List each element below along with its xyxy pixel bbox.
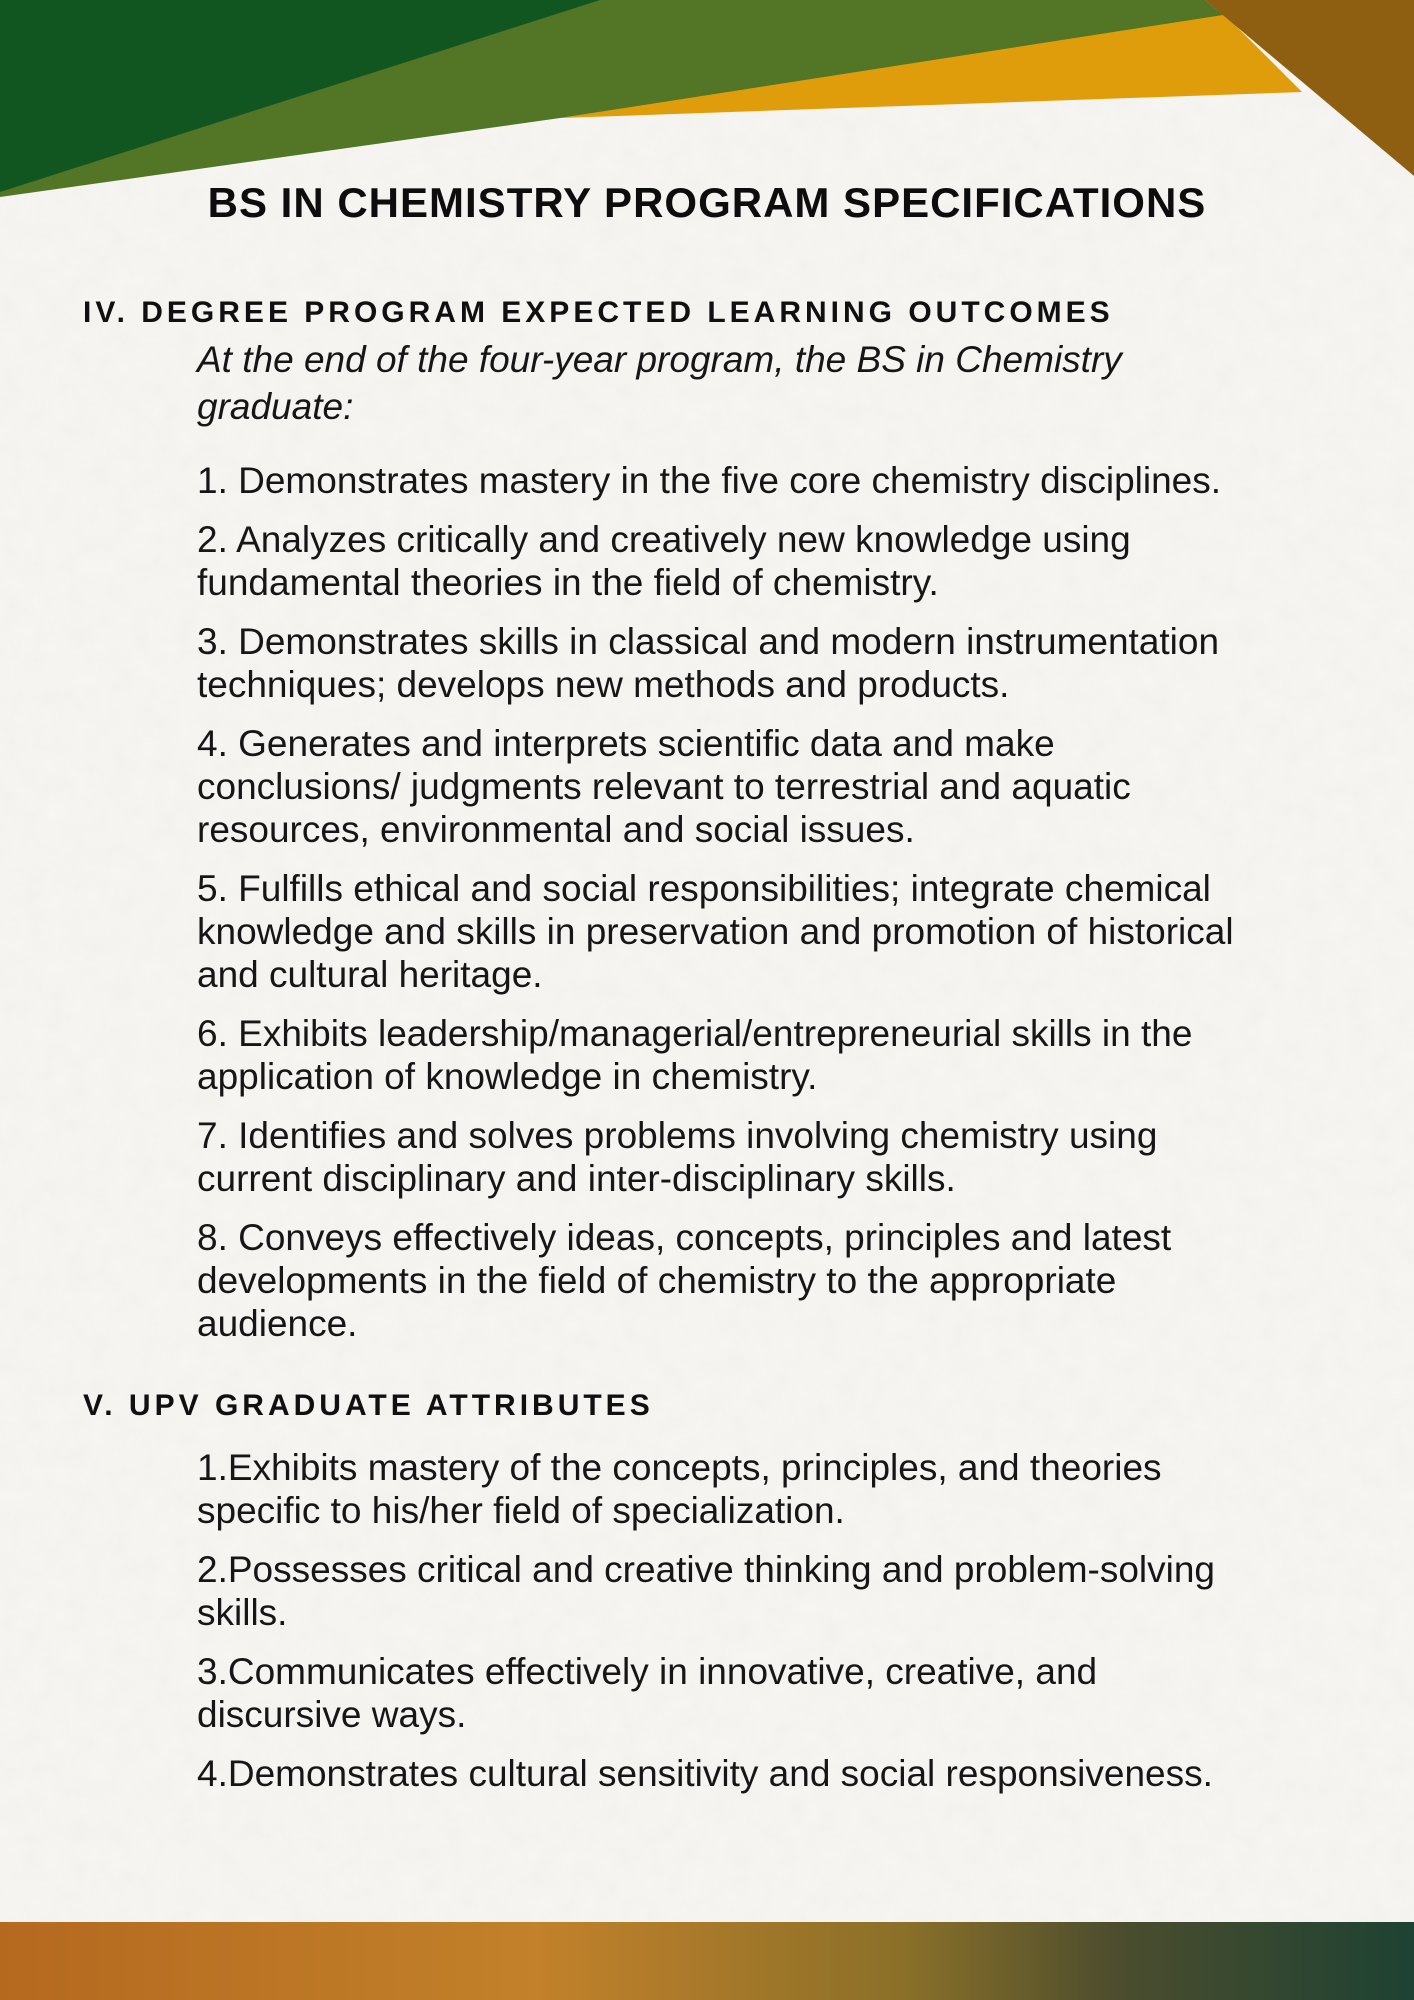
attribute-item: 4.Demonstrates cultural sensitivity and social responsiveness.: [197, 1753, 1213, 1794]
outcome-item: 6. Exhibits leadership/managerial/entrepreneurial skills in the application of knowledge in chemistry.: [197, 1013, 1193, 1097]
outcomes-intro: At the end of the four-year program, the BS in Chemistry graduate:: [197, 339, 1122, 427]
attribute-item: 2.Possesses critical and creative thinking and problem-solving skills.: [197, 1549, 1216, 1633]
outcome-item: 1. Demonstrates mastery in the five core chemistry disciplines.: [197, 460, 1222, 501]
main-content: [83, 294, 1343, 1795]
footer-gradient-bar: [0, 1922, 1414, 2000]
outcomes-list: [197, 459, 1252, 1345]
page-title: BS IN CHEMISTRY PROGRAM SPECIFICATIONS: [207, 179, 1207, 226]
attribute-item: 3.Communicates effectively in innovative, creative, and discursive ways.: [197, 1651, 1098, 1735]
section-heading-attributes: V. UPV GRADUATE ATTRIBUTES: [83, 1389, 654, 1422]
outcome-item: 8. Conveys effectively ideas, concepts, principles and latest developments in the field of chemistry to the appropriate audience.: [197, 1217, 1172, 1344]
outcome-item: 3. Demonstrates skills in classical and modern instrumentation techniques; develops new methods and products.: [197, 621, 1220, 705]
outcome-item: 4. Generates and interprets scientific data and make conclusions/ judgments relevant to terrestrial and aquatic resources, environmental and social issues.: [197, 723, 1131, 850]
section-heading-outcomes: IV. DEGREE PROGRAM EXPECTED LEARNING OUTCOMES: [83, 296, 1114, 329]
outcome-item: 5. Fulfills ethical and social responsibilities; integrate chemical knowledge and skills in preservation and promotion of historical and cultural heritage.: [197, 868, 1234, 995]
outcome-item: 7. Identifies and solves problems involving chemistry using current disciplinary and inter-disciplinary skills.: [197, 1115, 1158, 1199]
attribute-item: 1.Exhibits mastery of the concepts, principles, and theories specific to his/her field of specialization.: [197, 1447, 1162, 1531]
outcome-item: 2. Analyzes critically and creatively new knowledge using fundamental theories in the field of chemistry.: [197, 519, 1131, 603]
attributes-list: [197, 1446, 1252, 1795]
